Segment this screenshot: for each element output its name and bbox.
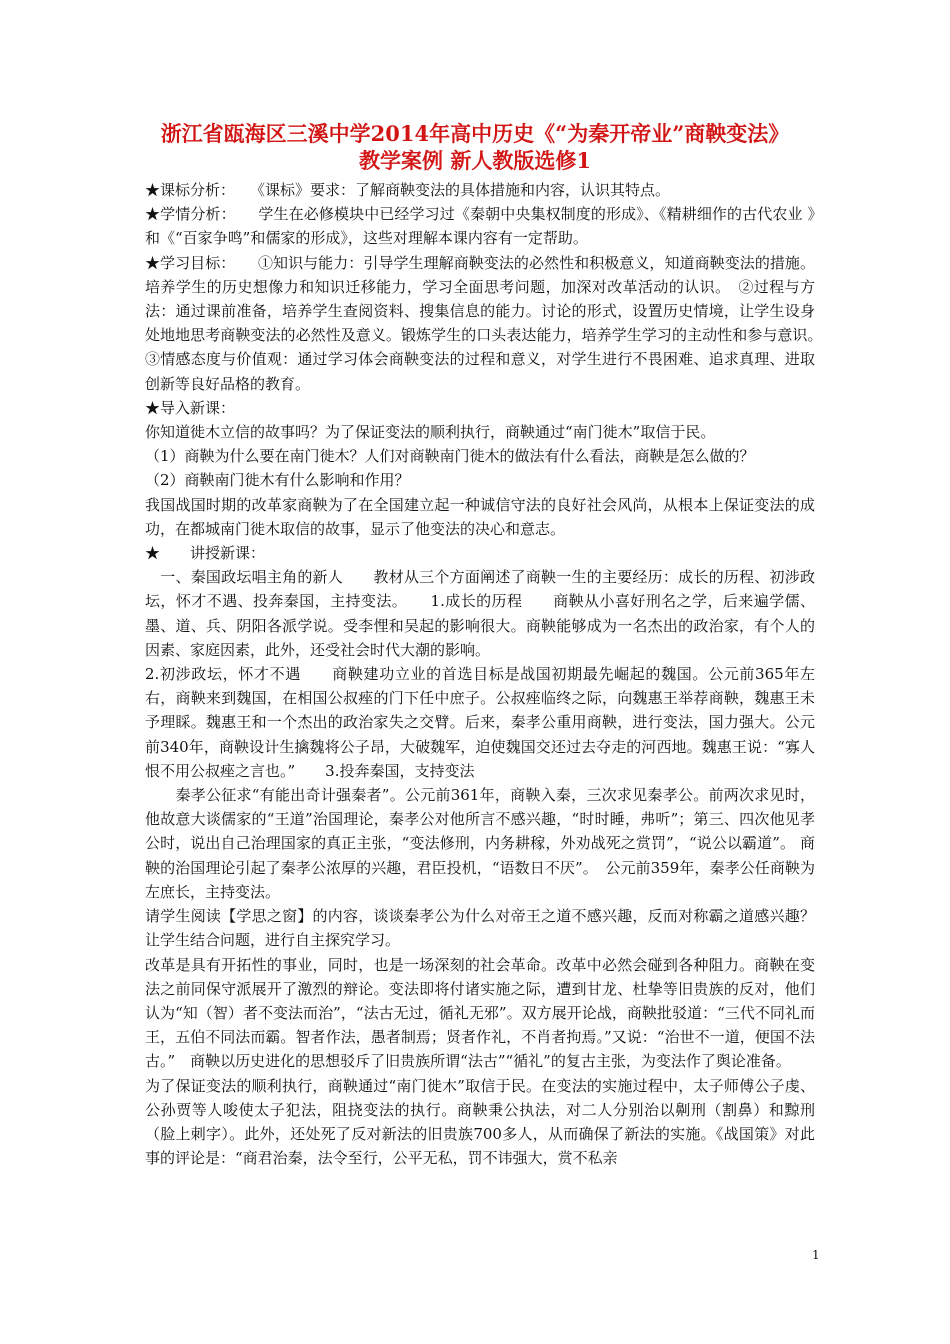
paragraph-curriculum-analysis: ★课标分析： 《课标》要求：了解商鞅变法的具体措施和内容，认识其特点。: [145, 181, 671, 199]
document-title-line-2: 教学案例 新人教版选修1: [359, 148, 591, 173]
paragraph-section-one: 一、秦国政坛唱主角的新人 教材从三个方面阐述了商鞅一生的主要经历：成长的历程、初涉政坛，怀才不遇、投奔秦国，主持变法。 1.成长的历程 商鞅从小喜好刑名之学，后来遍学儒、墨、道、兵、阴阳各派学说。受李悝和吴起的影响很大。商鞅能够成为一名杰出的政治家，有个人的因素、家庭因素，此外，还受社会时代大潮的影响。: [145, 568, 815, 659]
paragraph-new-lesson-heading: ★ 讲授新课：: [145, 544, 266, 563]
paragraph-reform-enforcement: 为了保证变法的顺利执行，商鞅通过“南门徙木”取信于民。在变法的实施过程中，太子师傅公子虔、公孙贾等人唆使太子犯法，阻挠变法的执行。商鞅秉公执法，对二人分别治以劓刑（割鼻）和黥刑（脸上刺字）。此外，还处死了反对新法的旧贵族700多人，从而确保了新法的实施。《战国策》对此事的评论是：“商君治秦，法令至行，公平无私，罚不讳强大，赏不私亲: [145, 1076, 815, 1168]
paragraph-student-analysis: ★学情分析： 学生在必修模块中已经学习过《秦朝中央集权制度的形成》、《精耕细作的古代农业 》和《“百家争鸣”和儒家的形成》，这些对理解本课内容有一定帮助。: [145, 205, 815, 248]
paragraph-question-1: （1）商鞅为什么要在南门徙木？人们对商鞅南门徙木的做法有什么看法，商鞅是怎么做的？: [145, 447, 755, 466]
paragraph-intro-summary: 我国战国时期的改革家商鞅为了在全国建立起一种诚信守法的良好社会风尚，从根本上保证变法的成功，在都城南门徙木取信的故事，显示了他变法的决心和意志。: [145, 495, 815, 538]
paragraph-intro-heading: ★导入新课：: [145, 398, 236, 417]
paragraph-reform-debate: 改革是具有开拓性的事业，同时，也是一场深刻的社会革命。改革中必然会碰到各种阻力。商鞅在变法之前同保守派展开了激烈的辩论。变法即将付诸实施之际，遭到甘龙、杜挚等旧贵族的反对，他们认为“知（智）者不变法而治”，“法古无过，循礼无邪”。双方展开论战，商鞅批驳道：“三代不同礼而王，五伯不同法而霸。智者作法，愚者制焉；贤者作礼，不肖者拘焉。”又说：“治世不一道，便国不法古。” 商鞅以历史进化的思想驳斥了旧贵族所谓“法古”“循礼”的复古主张，为变法作了舆论准备。: [145, 955, 815, 1071]
paragraph-question-2: （2）商鞅南门徙木有什么影响和作用？: [145, 471, 410, 490]
document-body: [145, 178, 846, 1170]
page-number: 1: [812, 1248, 820, 1262]
document-title-line-1: 浙江省瓯海区三溪中学2014年高中历史《“为秦开帝业”商鞅变法》: [160, 121, 790, 146]
paragraph-early-career: 2.初涉政坛，怀才不遇 商鞅建功立业的首选目标是战国初期最先崛起的魏国。公元前365年左右，商鞅来到魏国，在相国公叔痤的门下任中庶子。公叔痤临终之际，向魏惠王举荐商鞅，魏惠王未予理睬。魏惠王和一个杰出的政治家失之交臂。后来，秦孝公重用商鞅，进行变法，国力强大。公元前340年，商鞅设计生擒魏将公子昂，大破魏军，迫使魏国交还过去夺走的河西地。魏惠王说：“寡人恨不用公叔痤之言也。” 3.投奔秦国，支持变法: [145, 665, 815, 780]
paragraph-reading-task: 请学生阅读【学思之窗】的内容，谈谈秦孝公为什么对帝王之道不感兴趣，反而对称霸之道感兴趣？让学生结合问题，进行自主探究学习。: [145, 907, 815, 950]
paragraph-learning-goals: ★学习目标： ①知识与能力：引导学生理解商鞅变法的必然性和积极意义，知道商鞅变法的措施。培养学生的历史想像力和知识迁移能力，学习全面思考问题，加深对改革活动的认识。 ②过程与方法：通过课前准备，培养学生查阅资料、搜集信息的能力。讨论的形式，设置历史情境，让学生设身处地地思考商鞅变法的必然性及意义。锻炼学生的口头表达能力，培养学生学习的主动性和参与意识。 ③情感态度与价值观：通过学习体会商鞅变法的过程和意义，对学生进行不畏困难、追求真理、进取创新等良好品格的教育。: [145, 253, 846, 393]
paragraph-qin-xiaogong: 秦孝公征求“有能出奇计强秦者”。公元前361年，商鞅入秦，三次求见秦孝公。前两次求见时，他故意大谈儒家的“王道”治国理论，秦孝公对他所言不感兴趣，“时时睡，弗听”；第三、四次他见孝公时，说出自己治理国家的真正主张，“变法修刑，内务耕稼，外劝战死之赏罚”，“说公以霸道”。 商鞅的治国理论引起了秦孝公浓厚的兴趣，君臣投机，“语数日不厌”。 公元前359年，秦孝公任商鞅为左庶长，主持变法。: [145, 786, 815, 901]
paragraph-intro-question: 你知道徙木立信的故事吗？为了保证变法的顺利执行，商鞅通过“南门徙木”取信于民。: [145, 423, 716, 442]
